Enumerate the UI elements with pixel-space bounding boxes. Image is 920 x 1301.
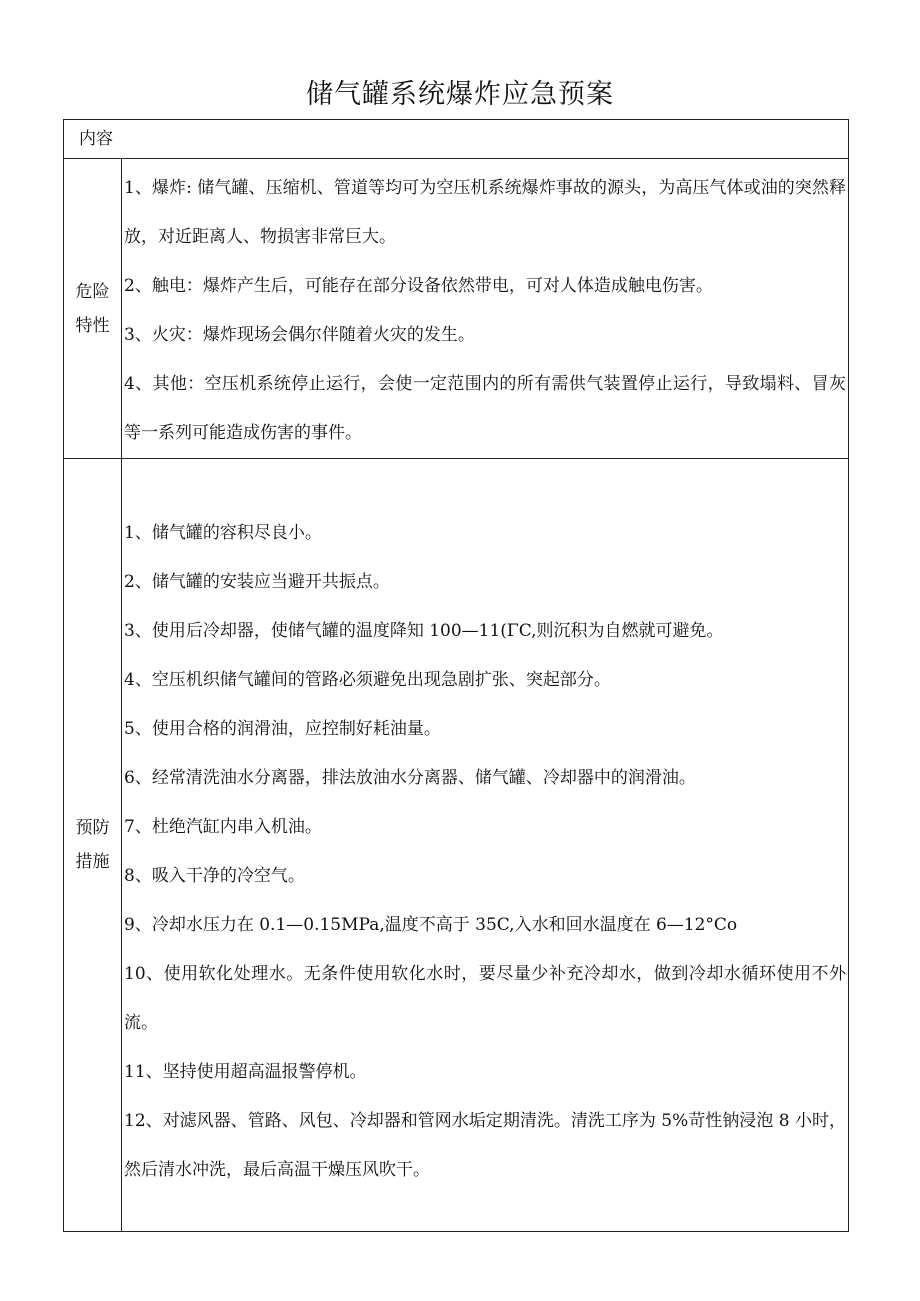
emergency-plan-table <box>63 119 849 1232</box>
table-header-row <box>64 120 849 159</box>
section-label-risk-line2: 特性 <box>75 315 110 336</box>
prevention-item: 6、经常清洗油水分离器，排法放油水分离器、储气罐、冷却器中的润滑油。 <box>124 768 696 788</box>
section-label-prevention <box>64 459 122 1232</box>
section-content-prevention <box>122 459 849 1232</box>
section-content-risk <box>122 159 849 459</box>
risk-item: 2、触电：爆炸产生后，可能存在部分设备依然带电，可对人体造成触电伤害。 <box>124 276 713 296</box>
section-label-risk <box>64 159 122 459</box>
risk-item: 1、爆炸: 储气罐、压缩机、管道等均可为空压机系统爆炸事故的源头，为高压气体或油的突然释放，对近距离人、物损害非常巨大。 <box>124 178 846 247</box>
section-prevention-row <box>64 459 849 1232</box>
table-header-cell: 内容 <box>64 120 849 159</box>
prevention-item: 3、使用后冷却器，使储气罐的温度降知 100—11(ΓC,则沉积为自燃就可避免。 <box>124 621 724 641</box>
prevention-item: 4、空压机织储气罐间的管路必须避免出现急剧扩张、突起部分。 <box>124 670 611 690</box>
section-risk-row <box>64 159 849 459</box>
prevention-item: 11、坚持使用超高温报警停机。 <box>124 1062 367 1082</box>
prevention-item: 12、对滤风器、管路、风包、冷却器和管网水垢定期清洗。清洗工序为 5%苛性钠浸泡 8 小时，然后清水冲洗，最后高温干燥压风吹干。 <box>124 1111 846 1180</box>
prevention-item: 9、冷却水压力在 0.1—0.15MPa,温度不高于 35C,入水和回水温度在 6—12°Co <box>124 915 738 935</box>
section-label-risk-line1: 危险 <box>75 281 110 302</box>
prevention-item: 7、杜绝汽缸内串入机油。 <box>124 817 322 837</box>
prevention-item: 8、吸入干净的冷空气。 <box>124 866 305 886</box>
prevention-item: 2、储气罐的安装应当避开共振点。 <box>124 572 390 592</box>
prevention-item: 5、使用合格的润滑油，应控制好耗油量。 <box>124 719 441 739</box>
section-label-prevention-line2: 措施 <box>75 852 110 872</box>
document-title: 储气罐系统爆炸应急预案 <box>306 79 614 110</box>
section-label-prevention-line1: 预防 <box>75 818 110 838</box>
prevention-item: 1、储气罐的容积尽良小。 <box>124 523 322 543</box>
prevention-item: 10、使用软化处理水。无条件使用软化水时，要尽量少补充冷却水，做到冷却水循环使用不外流。 <box>124 964 846 1033</box>
risk-item: 4、其他：空压机系统停止运行，会使一定范围内的所有需供气装置停止运行，导致塌料、冒灰等一系列可能造成伤害的事件。 <box>124 374 846 443</box>
risk-item: 3、火灾：爆炸现场会偶尔伴随着火灾的发生。 <box>124 325 475 345</box>
